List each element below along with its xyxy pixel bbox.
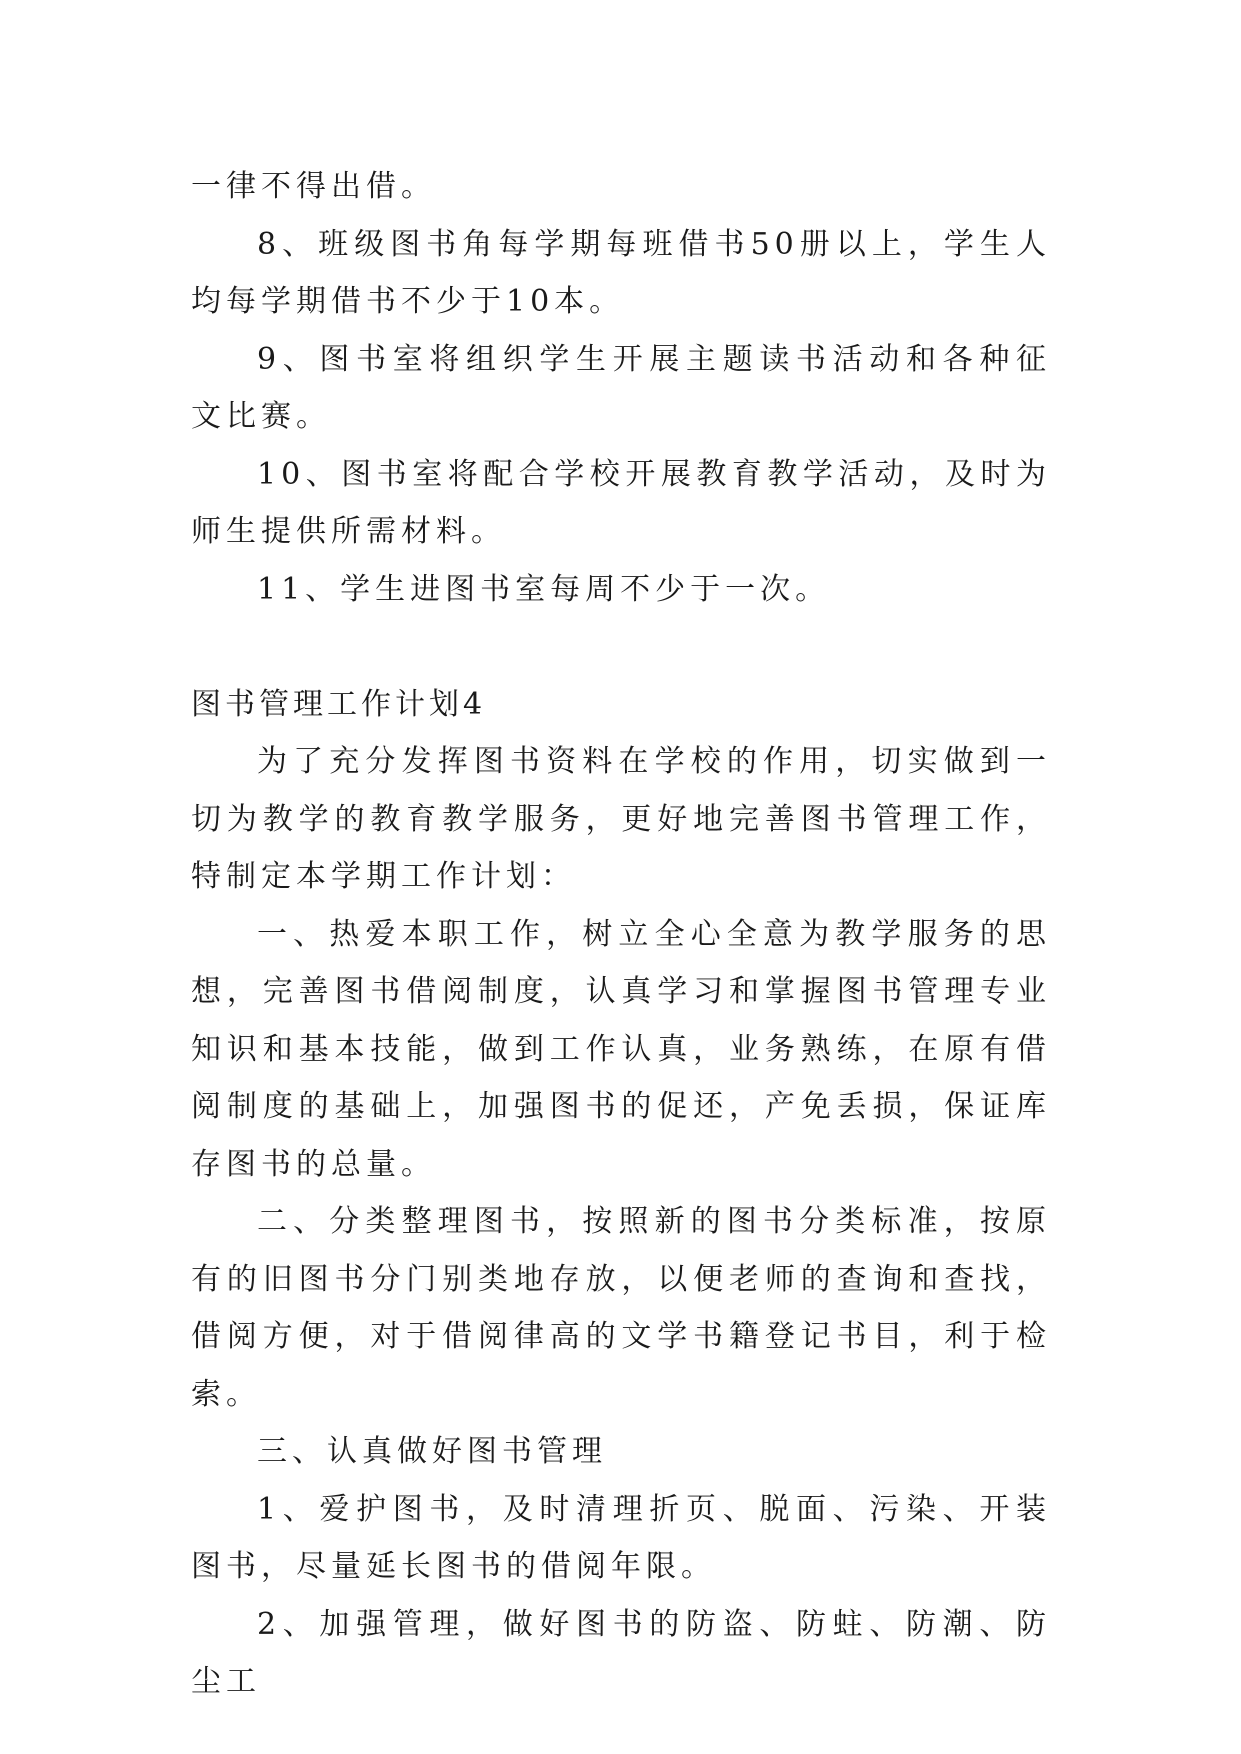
paragraph-section-3-item-2: 2、加强管理，做好图书的防盗、防蛀、防潮、防尘工 bbox=[191, 1606, 1051, 1699]
paragraph-section-3-item-1: 1、爱护图书，及时清理折页、脱面、污染、开装图书，尽量延长图书的借阅年限。 bbox=[191, 1491, 1051, 1584]
paragraph-item-8: 8、班级图书角每学期每班借书50册以上，学生人均每学期借书不少于10本。 bbox=[191, 226, 1051, 319]
paragraph-section-3-heading: 三、认真做好图书管理 bbox=[257, 1434, 607, 1469]
paragraph-continuation: 一律不得出借。 bbox=[191, 169, 436, 204]
document-body bbox=[191, 158, 1051, 1711]
paragraph-section-1: 一、热爱本职工作，树立全心全意为教学服务的思想，完善图书借阅制度，认真学习和掌握图书管理专业知识和基本技能，做到工作认真，业务熟练，在原有借阅制度的基础上，加强图书的促还，产免丢损，保证库存图书的总量。 bbox=[191, 916, 1051, 1182]
paragraph-intro: 为了充分发挥图书资料在学校的作用，切实做到一切为教学的教育教学服务，更好地完善图书管理工作，特制定本学期工作计划： bbox=[191, 744, 1051, 894]
paragraph-item-9: 9、图书室将组织学生开展主题读书活动和各种征文比赛。 bbox=[191, 341, 1051, 434]
section-spacer bbox=[191, 618, 1051, 676]
paragraph-section-2: 二、分类整理图书，按照新的图书分类标准，按原有的旧图书分门别类地存放，以便老师的查询和查找，借阅方便，对于借阅律高的文学书籍登记书目，利于检索。 bbox=[191, 1204, 1051, 1412]
section-title: 图书管理工作计划4 bbox=[191, 686, 487, 722]
paragraph-item-10: 10、图书室将配合学校开展教育教学活动，及时为师生提供所需材料。 bbox=[191, 456, 1051, 549]
paragraph-item-11: 11、学生进图书室每周不少于一次。 bbox=[257, 571, 831, 607]
